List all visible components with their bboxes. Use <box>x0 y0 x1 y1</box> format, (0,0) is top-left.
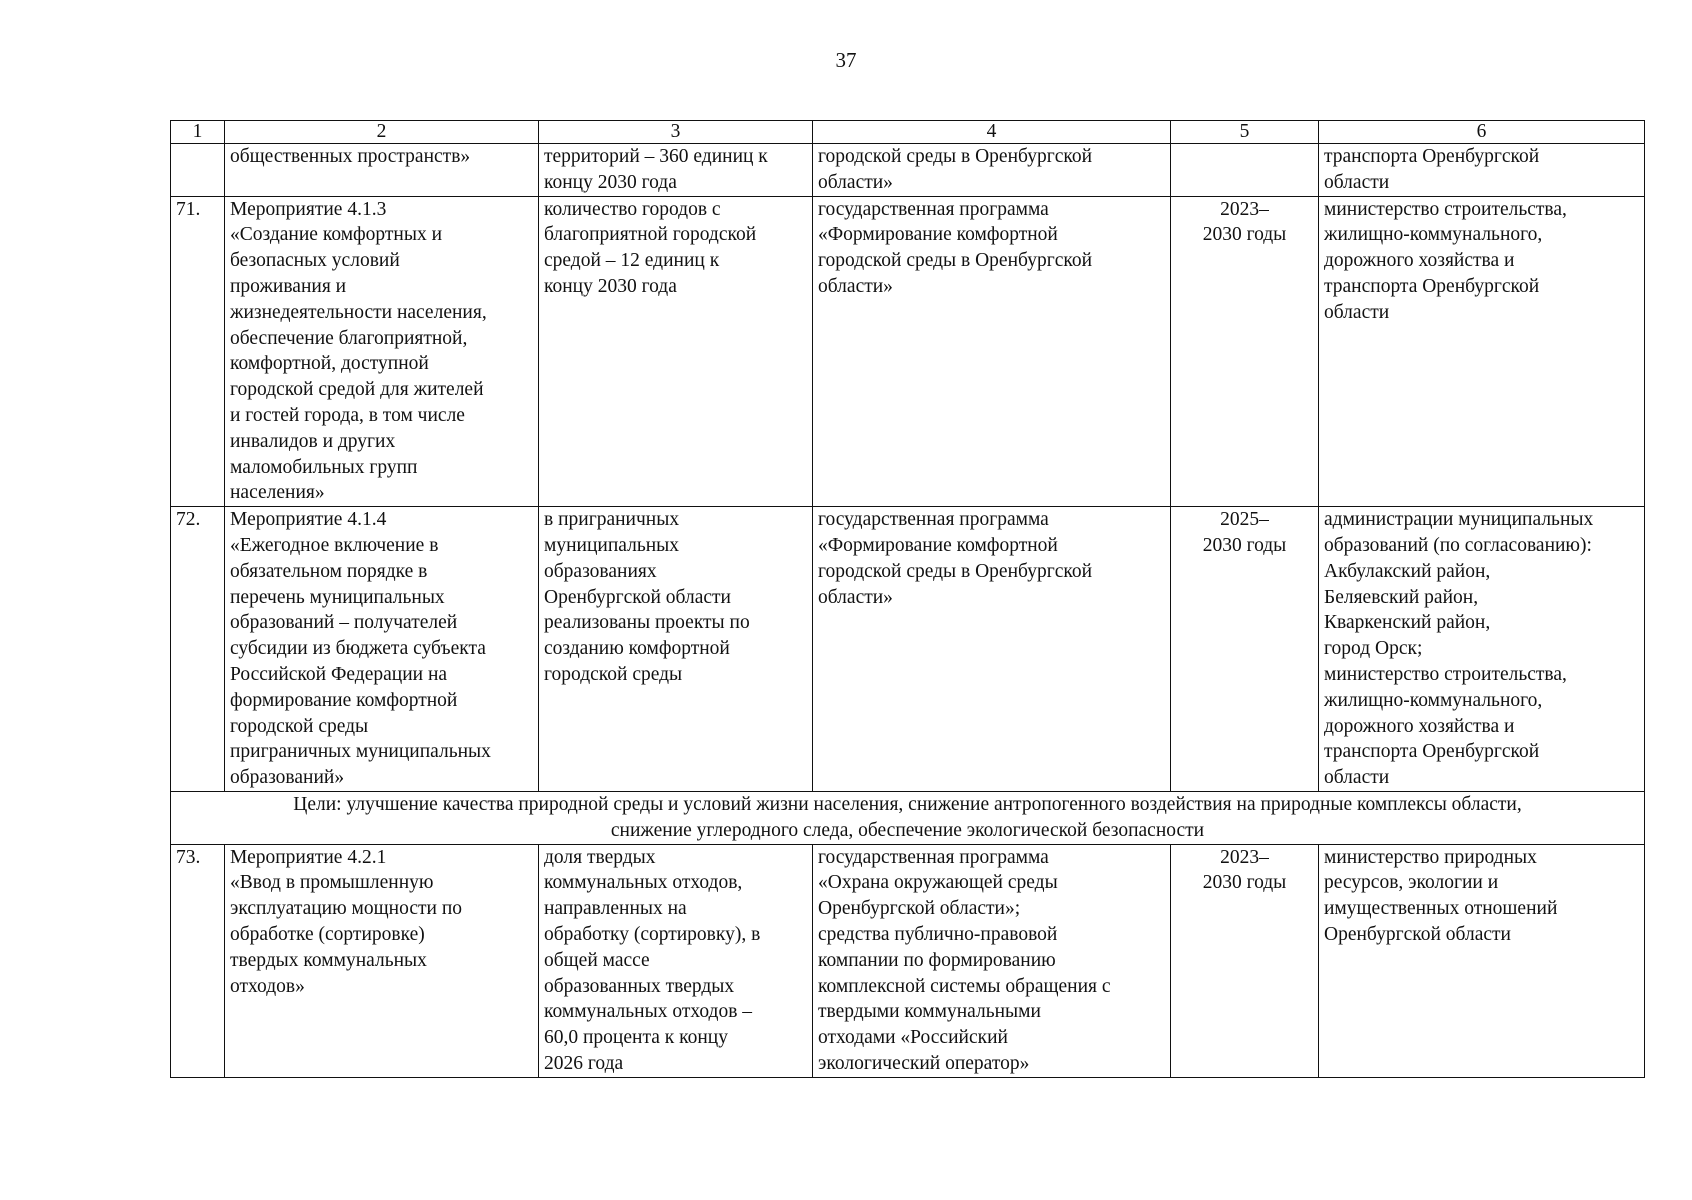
executor-cell: министерство строительства, жилищно-коммунального, дорожного хозяйства и транспорта Оренбургской области <box>1319 196 1645 507</box>
event-cell: общественных пространств» <box>225 144 539 197</box>
table-row <box>171 844 1645 1077</box>
column-header: 1 <box>171 121 225 144</box>
executor-cell: администрации муниципальных образований (по согласованию): Акбулакский район, Беляевский район, Кваркенский район, город Орск; министерство строительства, жилищно-коммунального, дорожного хозяйства и транспорта Оренбургской области <box>1319 507 1645 792</box>
period-cell: 2023– 2030 годы <box>1171 196 1319 507</box>
event-cell: Мероприятие 4.1.3 «Создание комфортных и безопасных условий проживания и жизнедеятельности населения, обеспечение благоприятной, комфортной, доступной городской средой для жителей и гостей города, в том числе инвалидов и других маломобильных групп населения» <box>225 196 539 507</box>
executor-cell: министерство природных ресурсов, экологии и имущественных отношений Оренбургской области <box>1319 844 1645 1077</box>
column-header: 2 <box>225 121 539 144</box>
column-header: 3 <box>539 121 813 144</box>
row-number: 71. <box>171 196 225 507</box>
funding-source-cell: государственная программа «Охрана окружающей среды Оренбургской области»; средства публично-правовой компании по формированию комплексной системы обращения с твердыми коммунальными отходами «Российский экологический оператор» <box>813 844 1171 1077</box>
row-number <box>171 144 225 197</box>
event-cell: Мероприятие 4.1.4 «Ежегодное включение в обязательном порядке в перечень муниципальных образований – получателей субсидии из бюджета субъекта Российской Федерации на формирование комфортной городской среды приграничных муниципальных образований» <box>225 507 539 792</box>
period-cell: 2023– 2030 годы <box>1171 844 1319 1077</box>
table-row <box>171 196 1645 507</box>
indicator-cell: доля твердых коммунальных отходов, направленных на обработку (сортировку), в общей массе образованных твердых коммунальных отходов – 60,0 процента к концу 2026 года <box>539 844 813 1077</box>
row-number: 73. <box>171 844 225 1077</box>
page-number: 37 <box>835 48 857 72</box>
activities-table <box>170 120 1645 1078</box>
indicator-cell: количество городов с благоприятной городской средой – 12 единиц к концу 2030 года <box>539 196 813 507</box>
table-row <box>171 507 1645 792</box>
funding-source-cell: городской среды в Оренбургской области» <box>813 144 1171 197</box>
column-header: 4 <box>813 121 1171 144</box>
period-cell: 2025– 2030 годы <box>1171 507 1319 792</box>
table-header-row <box>171 121 1645 144</box>
column-header: 5 <box>1171 121 1319 144</box>
row-number: 72. <box>171 507 225 792</box>
indicator-cell: в приграничных муниципальных образованиях Оренбургской области реализованы проекты по созданию комфортной городской среды <box>539 507 813 792</box>
event-cell: Мероприятие 4.2.1 «Ввод в промышленную эксплуатацию мощности по обработке (сортировке) твердых коммунальных отходов» <box>225 844 539 1077</box>
funding-source-cell: государственная программа «Формирование комфортной городской среды в Оренбургской области» <box>813 196 1171 507</box>
column-header: 6 <box>1319 121 1645 144</box>
indicator-cell: территорий – 360 единиц к концу 2030 года <box>539 144 813 197</box>
table-row-continuation <box>171 144 1645 197</box>
executor-cell: транспорта Оренбургской области <box>1319 144 1645 197</box>
goal-row <box>171 791 1645 844</box>
goal-text: Цели: улучшение качества природной среды и условий жизни населения, снижение антропогенного воздействия на природные комплексы области, снижение углеродного следа, обеспечение экологической безопасности <box>171 791 1645 844</box>
period-cell <box>1171 144 1319 197</box>
funding-source-cell: государственная программа «Формирование комфортной городской среды в Оренбургской области» <box>813 507 1171 792</box>
